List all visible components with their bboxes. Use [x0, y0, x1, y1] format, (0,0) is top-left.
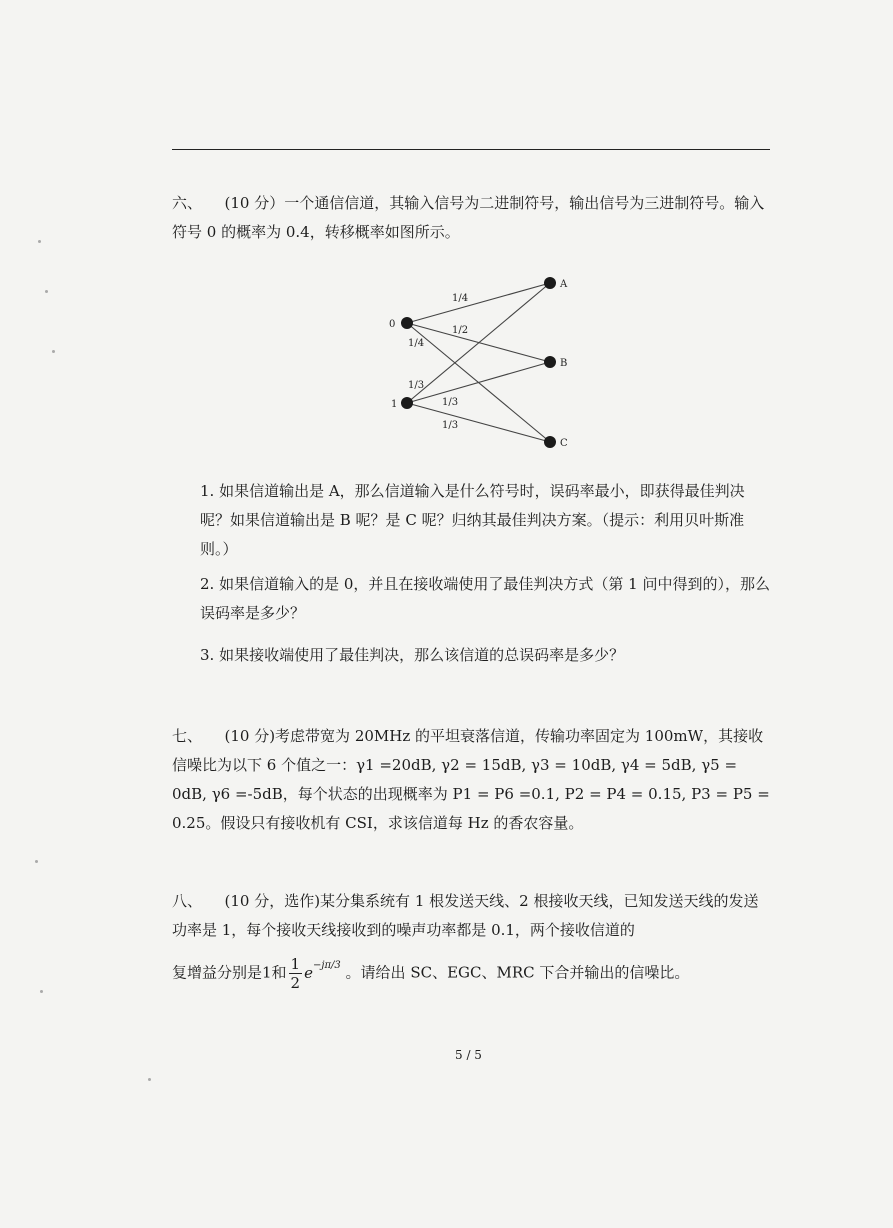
exponential-term: [304, 959, 341, 982]
output-node-C: [544, 436, 556, 448]
edge-1-C: [407, 403, 550, 442]
scan-speck: [45, 290, 48, 293]
header-rule: [172, 149, 770, 150]
scan-speck: [40, 990, 43, 993]
input-label-1: 1: [391, 399, 398, 410]
question-6-part-2: 2. 如果信道输入的是 0，并且在接收端使用了最佳判决方式（第 1 问中得到的），那么误码率是多少？: [200, 575, 770, 622]
input-label-0: 0: [389, 319, 396, 330]
prob-label-0-B: 1/2: [452, 325, 469, 336]
output-node-A: [544, 277, 556, 289]
prob-label-1-A: 1/3: [408, 380, 425, 391]
input-node-1: [401, 397, 413, 409]
question-8-formula-line: [172, 955, 772, 992]
page-number: 5 / 5: [455, 1048, 482, 1062]
prob-label-1-B: 1/3: [442, 397, 459, 408]
prob-label-0-C: 1/4: [408, 338, 425, 349]
exp-superscript: −jπ/3: [312, 959, 341, 971]
scan-speck: [38, 240, 41, 243]
edge-1-B: [407, 362, 550, 403]
exp-base: e: [304, 963, 313, 982]
output-label-C: C: [560, 438, 568, 449]
scan-speck: [35, 860, 38, 863]
channel-transition-diagram: [380, 270, 600, 455]
edge-0-A: [407, 283, 550, 323]
output-label-A: A: [560, 279, 568, 290]
edge-1-A: [407, 283, 550, 403]
fraction-denominator: 2: [290, 974, 301, 992]
output-node-B: [544, 356, 556, 368]
question-6-text: 六、 (10 分）一个通信信道，其输入信号为二进制符号，输出信号为三进制符号。输入符号 0 的概率为 0.4，转移概率如图所示。: [172, 194, 765, 241]
question-7-text: 七、 (10 分)考虑带宽为 20MHz 的平坦衰落信道，传输功率固定为 100mW，其接收信噪比为以下 6 个值之一：γ1 =20dB, γ2 = 15dB, γ3 = 10dB, γ4 = 5dB, γ5 = 0dB, γ6 =-5dB，每个状态的出现概率为 P1 = P6 =0.1, P2 = P4 = 0.15, P3 = P5 = 0.25。假设只有接收机有 CSI，求该信道每 Hz 的香农容量。: [172, 727, 770, 832]
scan-speck: [52, 350, 55, 353]
question-6-part-1: 1. 如果信道输出是 A，那么信道输入是什么符号时，误码率最小，即获得最佳判决呢？如果信道输出是 B 呢？是 C 呢？归纳其最佳判决方案。（提示：利用贝叶斯准则。）: [200, 482, 745, 558]
formula-prefix: 复增益分别是1和: [172, 963, 287, 982]
prob-label-0-A: 1/4: [452, 293, 469, 304]
input-node-0: [401, 317, 413, 329]
output-label-B: B: [560, 358, 568, 369]
fraction-numerator: 1: [290, 955, 301, 973]
formula-suffix: 。请给出 SC、EGC、MRC 下合并输出的信噪比。: [340, 963, 690, 982]
fraction-half: [289, 955, 303, 992]
prob-label-1-C: 1/3: [442, 420, 459, 431]
question-8-text: 八、 (10 分，选作)某分集系统有 1 根发送天线、2 根接收天线，已知发送天线的发送功率是 1，每个接收天线接收到的噪声功率都是 0.1，两个接收信道的: [172, 892, 759, 939]
scan-speck: [148, 1078, 151, 1081]
question-6-part-3: 3. 如果接收端使用了最佳判决，那么该信道的总误码率是多少？: [200, 646, 625, 664]
